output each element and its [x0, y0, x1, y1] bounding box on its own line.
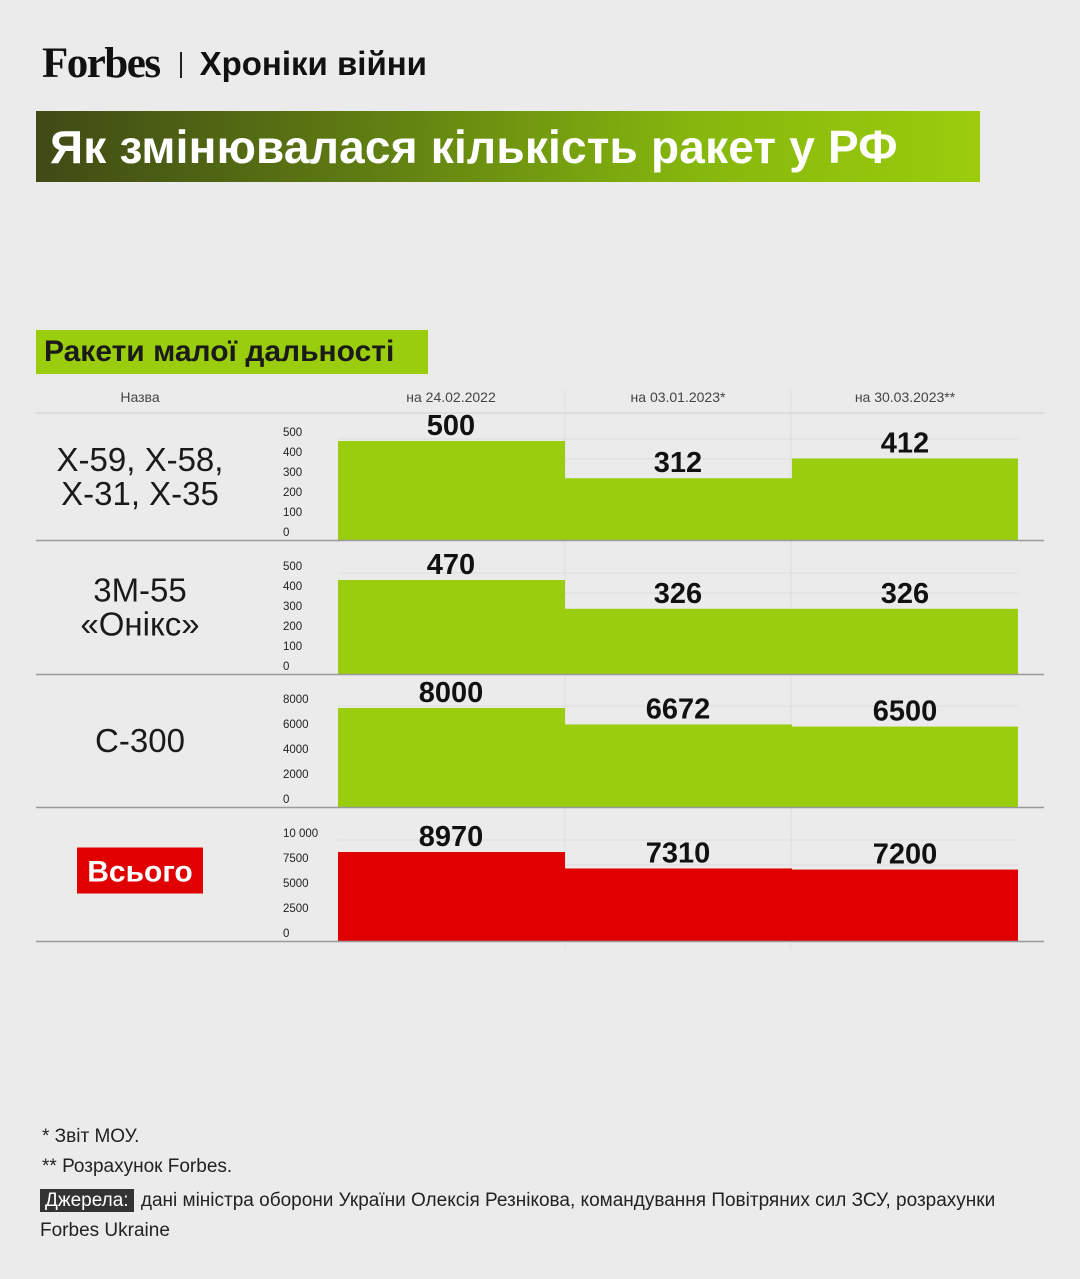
data-label: 6500	[872, 695, 938, 728]
bar	[792, 609, 1018, 674]
y-tick-label: 10 000	[283, 828, 319, 840]
bar	[565, 868, 792, 941]
bar	[338, 852, 565, 941]
bar	[565, 724, 792, 807]
bar	[338, 441, 565, 540]
y-tick-label: 0	[283, 661, 290, 673]
data-label: 412	[880, 427, 930, 460]
y-tick-label: 7500	[283, 853, 309, 865]
y-tick-label: 300	[283, 601, 303, 613]
y-tick-label: 0	[283, 794, 290, 806]
section-title: Ракети малої дальності	[36, 330, 428, 374]
y-tick-label: 100	[283, 507, 303, 519]
bar	[338, 708, 565, 807]
data-label: 326	[880, 577, 930, 610]
sources	[40, 1186, 1040, 1246]
y-tick-label: 4000	[283, 744, 309, 756]
y-tick-label: 0	[283, 928, 290, 940]
column-header-date-3: на 30.03.2023**	[854, 389, 956, 405]
row-label: Х-31, Х-35	[61, 475, 219, 512]
column-header-name: Назва	[120, 389, 160, 405]
data-label: 7200	[872, 838, 938, 871]
y-tick-label: 2000	[283, 769, 309, 781]
bar	[565, 478, 792, 540]
data-label: 8000	[418, 677, 484, 709]
row-label: 3М-55	[93, 571, 187, 609]
brand-section-title: Хроніки війни	[199, 45, 427, 82]
y-tick-label: 300	[283, 467, 303, 479]
bar	[792, 727, 1018, 807]
y-tick-label: 400	[283, 581, 303, 593]
data-label: 326	[653, 577, 703, 610]
column-header-date-1: на 24.02.2022	[406, 389, 496, 405]
bar	[565, 609, 792, 674]
data-label: 312	[653, 447, 703, 480]
y-tick-label: 500	[283, 561, 303, 573]
y-tick-label: 8000	[283, 694, 309, 706]
chart-title: Як змінювалася кількість ракет у РФ	[36, 111, 980, 182]
row-label: С-300	[95, 722, 185, 759]
y-tick-label: 200	[283, 487, 303, 499]
data-label: 7310	[645, 837, 711, 870]
footnote-1: * Звіт МОУ.	[42, 1126, 140, 1147]
y-tick-label: 500	[283, 427, 303, 439]
y-tick-label: 5000	[283, 878, 309, 890]
y-tick-label: 100	[283, 641, 303, 653]
column-header-date-2: на 03.01.2023*	[630, 389, 726, 405]
row-label: Всього	[87, 855, 193, 889]
data-label: 500	[426, 410, 476, 442]
y-tick-label: 400	[283, 447, 303, 459]
footnotes	[42, 1122, 232, 1182]
footnote-2: ** Розрахунок Forbes.	[42, 1156, 233, 1177]
sources-text: дані міністра оборони України Олексія Резнікова, командування Повітряних сил ЗСУ, розрахунки Forbes Ukraine	[40, 1190, 996, 1241]
sources-label: Джерела:	[40, 1189, 134, 1212]
data-label: 8970	[418, 821, 484, 853]
forbes-logo: Forbes	[42, 39, 160, 87]
y-tick-label: 2500	[283, 903, 309, 915]
y-tick-label: 6000	[283, 719, 309, 731]
bar	[792, 870, 1018, 941]
row-label: Х-59, Х-58,	[56, 441, 224, 478]
y-tick-label: 0	[283, 527, 290, 539]
y-tick-label: 200	[283, 621, 303, 633]
data-label: 470	[426, 549, 476, 581]
data-label: 6672	[645, 693, 711, 726]
row-label: «Онікс»	[80, 605, 200, 643]
bar	[792, 458, 1018, 540]
bar	[338, 580, 565, 674]
